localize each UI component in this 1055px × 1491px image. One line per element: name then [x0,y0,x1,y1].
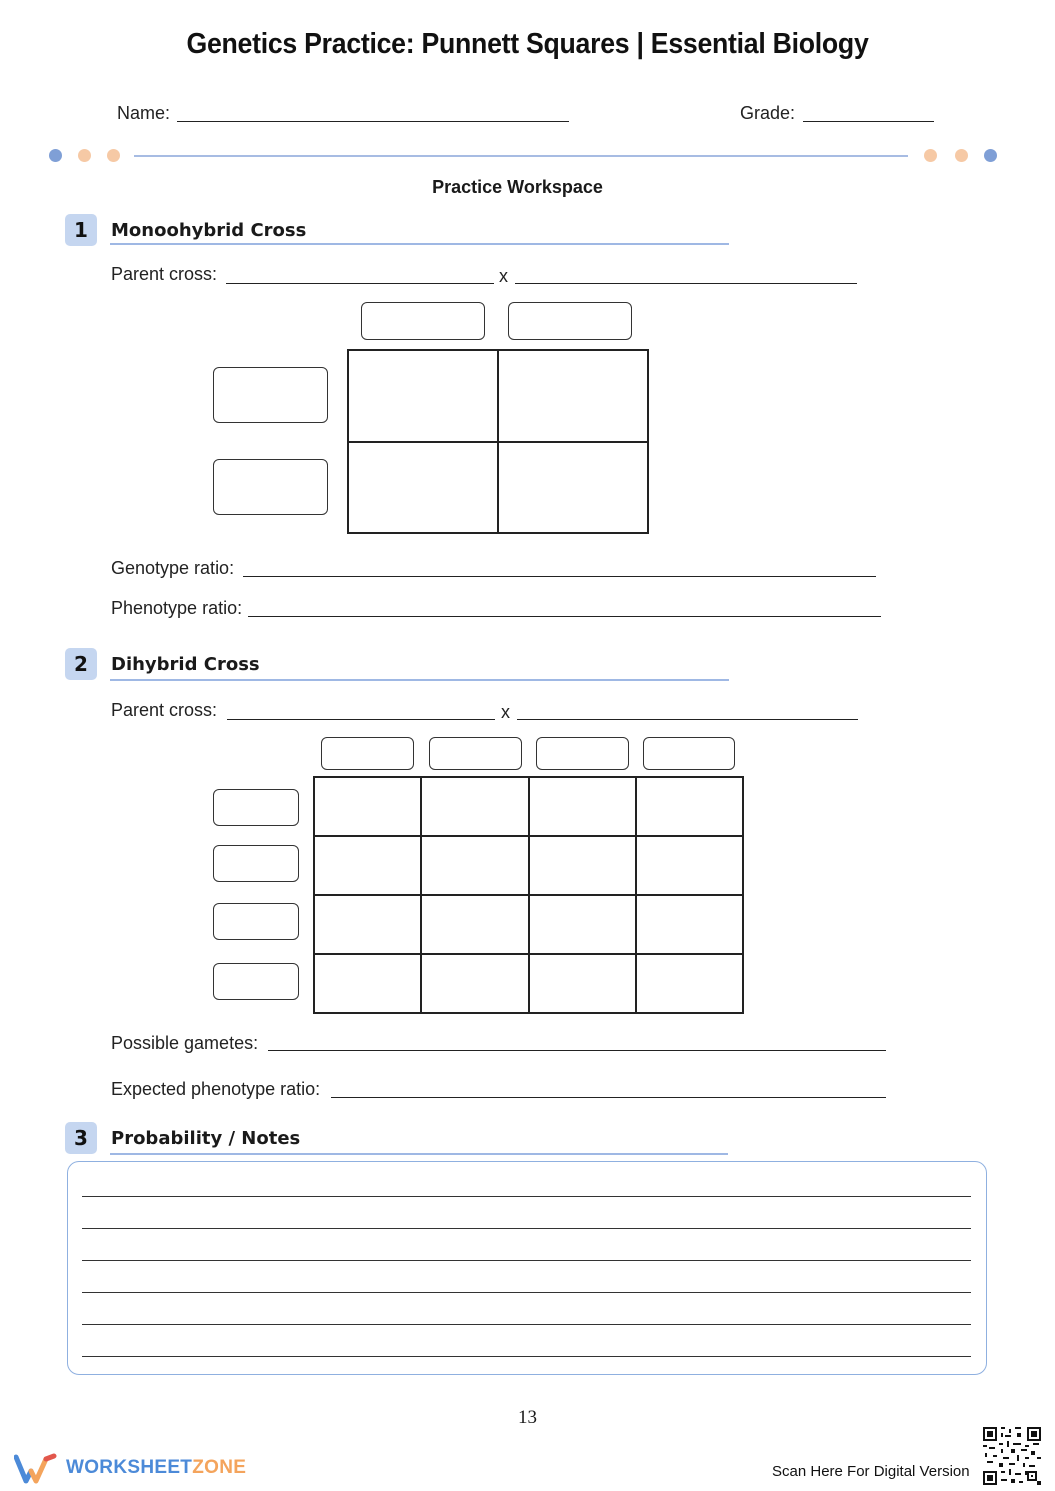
notes-line[interactable] [82,1324,971,1325]
genotype-ratio-field[interactable] [243,576,876,577]
parent-1-field[interactable] [227,719,495,720]
gamete-box-top[interactable] [429,737,522,770]
punnett-square-4x4 [313,776,744,1014]
decor-dot [78,149,91,162]
page-number: 13 [518,1407,537,1428]
section-underline [110,1153,728,1155]
section-number-badge: 2 [65,648,97,680]
notes-line[interactable] [82,1292,971,1293]
name-label: Name: [117,103,171,123]
scan-text: Scan Here For Digital Version [772,1463,970,1480]
gamete-box-side[interactable] [213,789,299,826]
allele-box-top[interactable] [361,302,485,340]
worksheetzone-logo-icon [14,1453,58,1485]
parent-1-field[interactable] [226,283,494,284]
gamete-box-side[interactable] [213,845,299,882]
possible-gametes-label: Possible gametes: [111,1033,259,1053]
possible-gametes-field[interactable] [268,1050,886,1051]
cross-symbol: x [501,702,510,722]
decor-dot [955,149,968,162]
brand-name [66,1457,246,1479]
page-title: Genetics Practice: Punnett Squares | Essential Biology [186,28,869,60]
header-divider [134,155,908,157]
punnett-cell[interactable] [421,836,528,895]
punnett-cell[interactable] [314,895,421,954]
brand-name-part: ZONE [192,1457,247,1478]
notes-line[interactable] [82,1228,971,1229]
section-number-badge: 1 [65,214,97,246]
grade-label: Grade: [740,103,796,123]
notes-line[interactable] [82,1356,971,1357]
punnett-cell[interactable] [529,836,636,895]
cross-symbol: x [499,266,508,286]
punnett-square-2x2 [347,349,649,534]
allele-box-top[interactable] [508,302,632,340]
punnett-cell[interactable] [529,954,636,1013]
name-field[interactable] [177,121,569,122]
notes-line[interactable] [82,1196,971,1197]
genotype-ratio-label: Genotype ratio: [111,558,235,578]
notes-line[interactable] [82,1260,971,1261]
punnett-cell[interactable] [314,777,421,836]
gamete-box-top[interactable] [536,737,629,770]
punnett-cell[interactable] [348,350,498,442]
parent-2-field[interactable] [517,719,858,720]
expected-phenotype-label: Expected phenotype ratio: [111,1079,321,1099]
workspace-title: Practice Workspace [432,177,603,197]
punnett-cell[interactable] [421,895,528,954]
section-underline [110,679,729,681]
phenotype-ratio-field[interactable] [248,616,881,617]
parent-2-field[interactable] [515,283,857,284]
section-title: Dihybrid Cross [111,654,260,675]
punnett-cell[interactable] [498,350,648,442]
punnett-cell[interactable] [636,895,743,954]
gamete-box-side[interactable] [213,963,299,1000]
parent-cross-label: Parent cross: [111,700,218,720]
notes-box [67,1161,987,1375]
allele-box-side[interactable] [213,367,328,423]
decor-dot [924,149,937,162]
section-title: Monoohybrid Cross [111,220,307,241]
punnett-cell[interactable] [314,836,421,895]
punnett-cell[interactable] [636,777,743,836]
punnett-cell[interactable] [421,777,528,836]
gamete-box-side[interactable] [213,903,299,940]
punnett-cell[interactable] [498,442,648,534]
punnett-cell[interactable] [636,954,743,1013]
punnett-cell[interactable] [314,954,421,1013]
section-number-badge: 3 [65,1122,97,1154]
parent-cross-label: Parent cross: [111,264,218,284]
punnett-cell[interactable] [529,777,636,836]
punnett-cell[interactable] [529,895,636,954]
phenotype-ratio-label: Phenotype ratio: [111,598,243,618]
allele-box-side[interactable] [213,459,328,515]
grade-field[interactable] [803,121,934,122]
decor-dot [107,149,120,162]
gamete-box-top[interactable] [643,737,735,770]
punnett-cell[interactable] [636,836,743,895]
decor-dot [49,149,62,162]
gamete-box-top[interactable] [321,737,414,770]
section-underline [110,243,729,245]
expected-phenotype-field[interactable] [331,1097,886,1098]
punnett-cell[interactable] [348,442,498,534]
brand-name-part: WORKSHEET [66,1457,193,1478]
punnett-cell[interactable] [421,954,528,1013]
qr-code-icon[interactable] [983,1427,1041,1485]
section-title: Probability / Notes [111,1128,301,1149]
decor-dot [984,149,997,162]
